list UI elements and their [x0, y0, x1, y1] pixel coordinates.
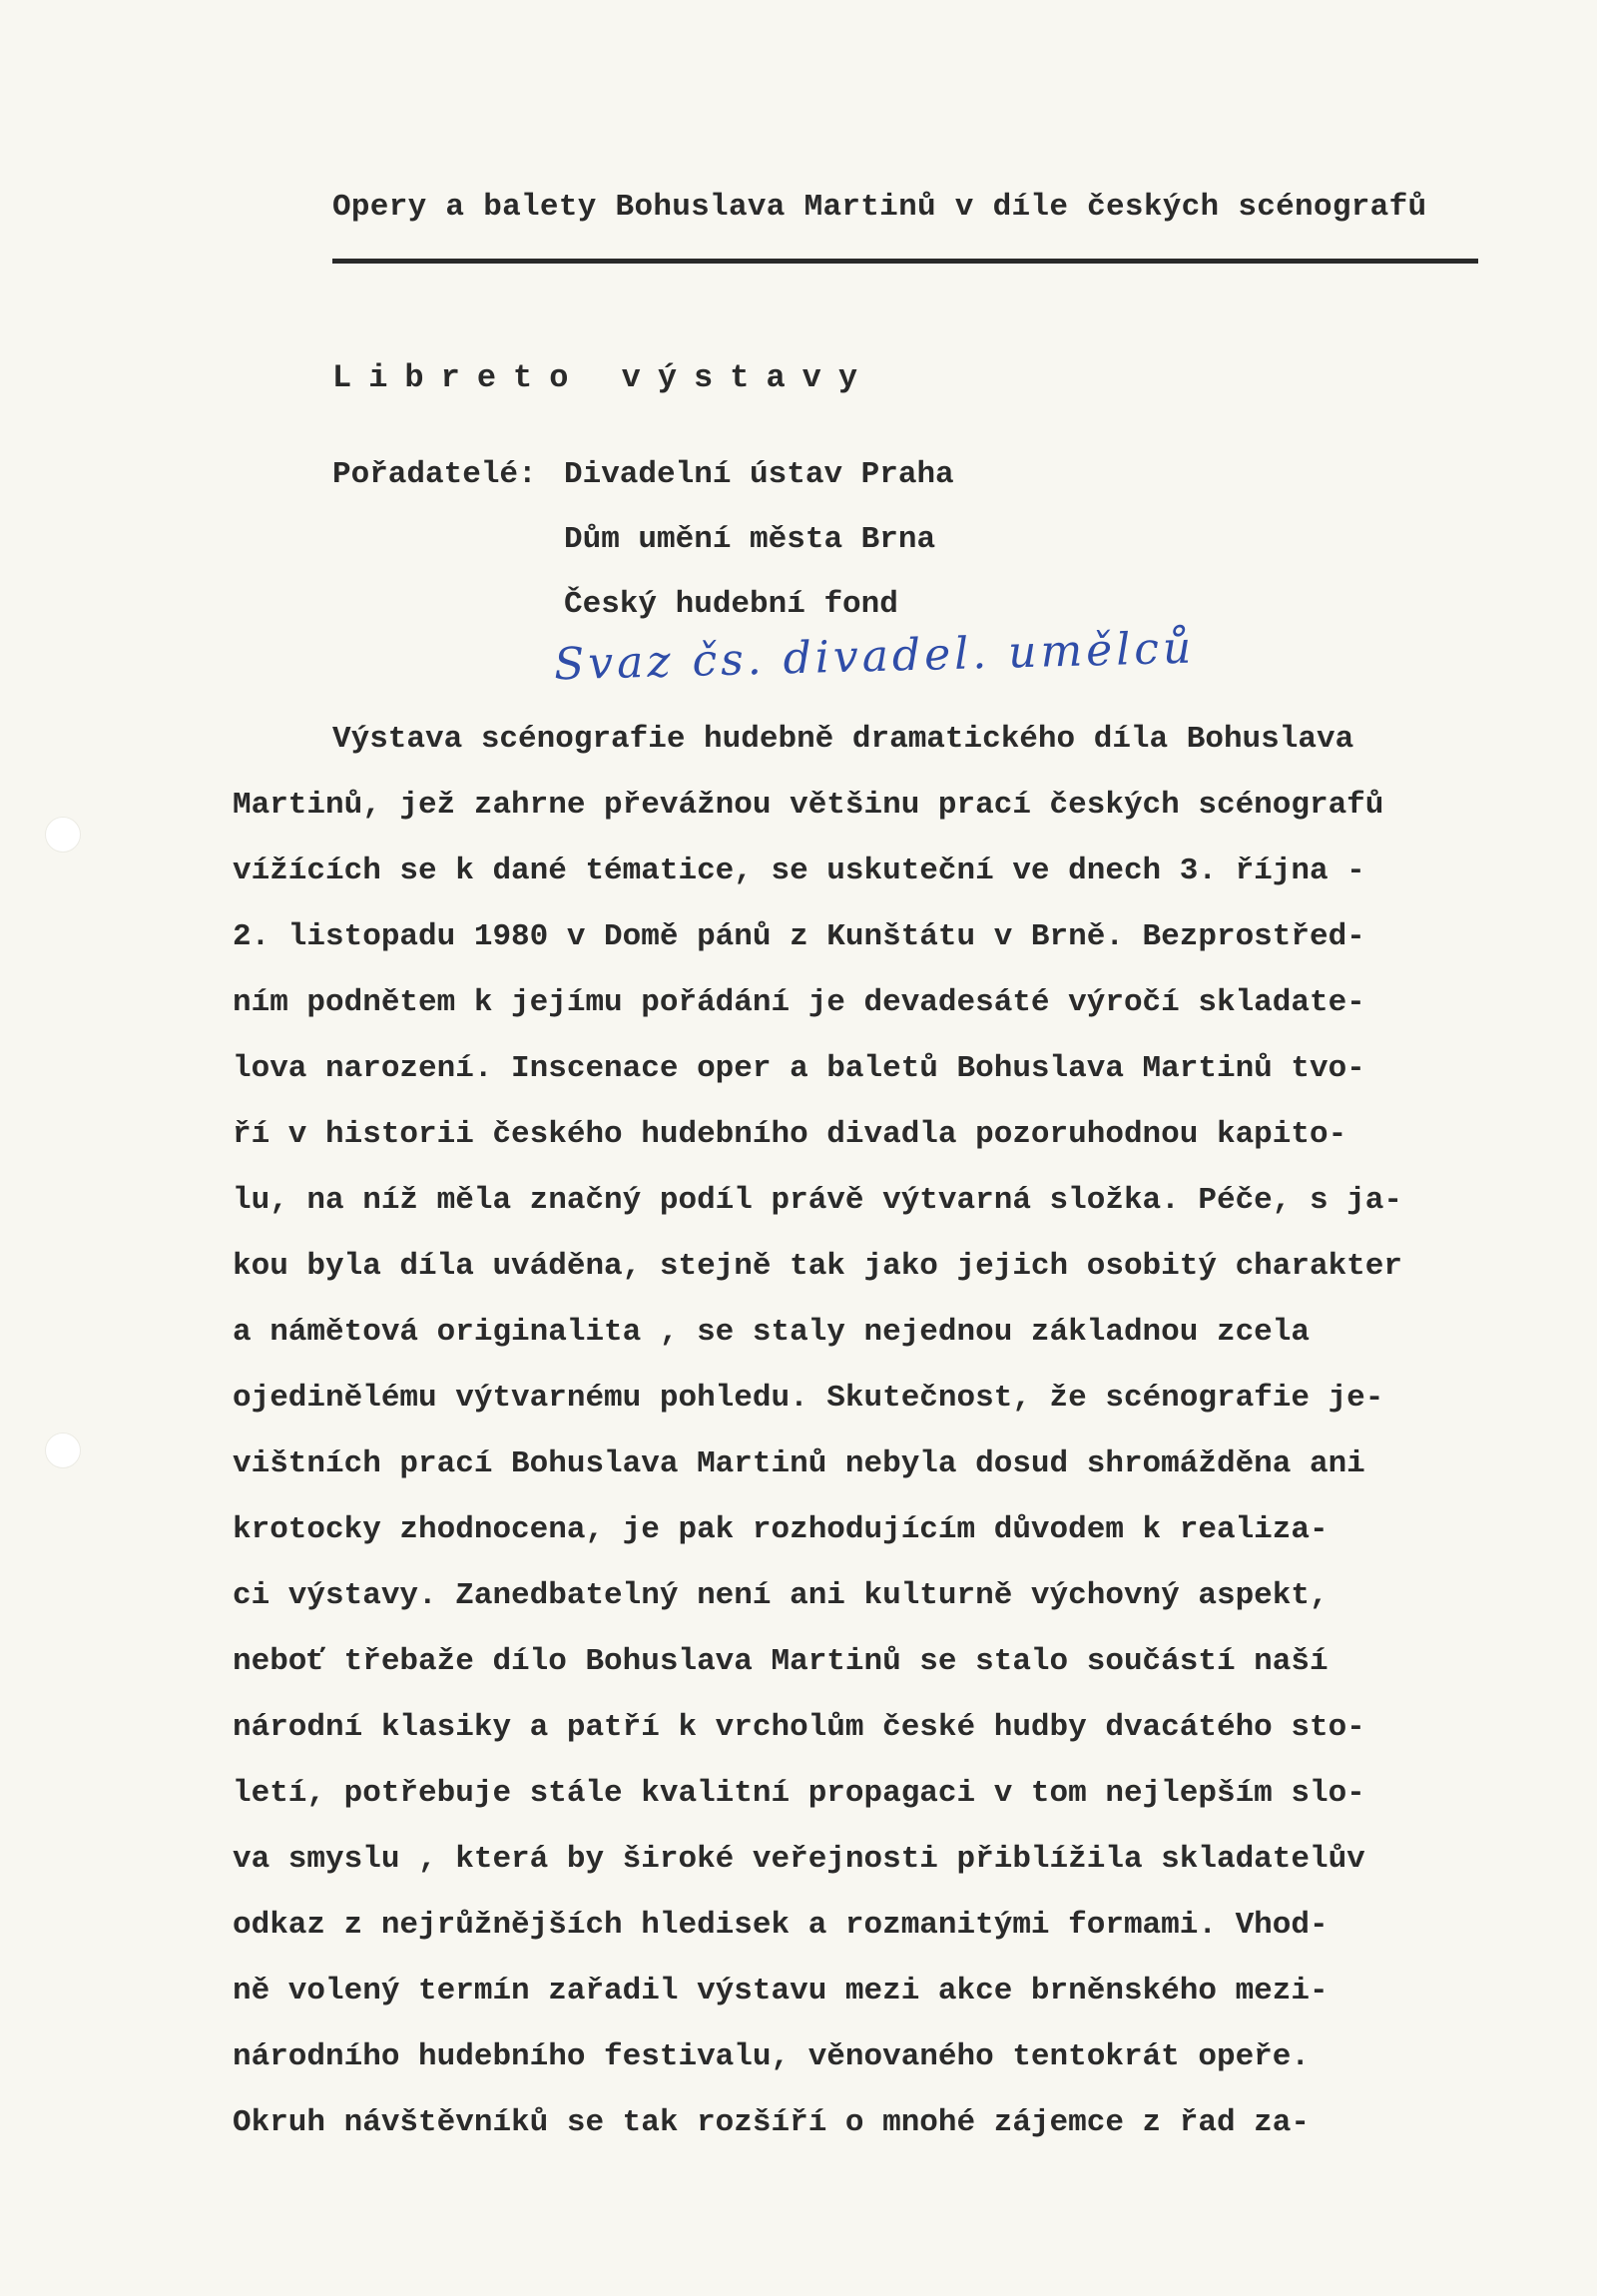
body-line: vištních prací Bohuslava Martinů nebyla dosud shromážděna ani — [233, 1446, 1365, 1481]
document-header: Opery a balety Bohuslava Martinů v díle českých scénografů — [332, 190, 1427, 225]
body-line: a námětová originalita , se staly nejednou základnou zcela — [233, 1315, 1310, 1350]
body-line: národního hudebního festivalu, věnovaného tentokrát opeře. — [233, 2039, 1310, 2074]
body-line: lu, na níž měla značný podíl právě výtvarná složka. Péče, s ja- — [233, 1183, 1402, 1218]
organizer-item: Český hudební fond — [564, 587, 898, 622]
body-line: va smyslu , která by široké veřejnosti přiblížila skladatelův — [233, 1842, 1365, 1877]
body-line: ří v historii českého hudebního divadla pozoruhodnou kapito- — [233, 1117, 1347, 1152]
organizers-label: Pořadatelé: — [332, 457, 537, 492]
punch-hole — [45, 1433, 81, 1468]
organizer-item: Dům umění města Brna — [564, 522, 936, 557]
body-line: ním podnětem k jejímu pořádání je devadesáté výročí skladate- — [233, 985, 1365, 1020]
body-line: lova narození. Inscenace oper a baletů Bohuslava Martinů tvo- — [233, 1051, 1365, 1086]
body-line: odkaz z nejrůžnějších hledisek a rozmanitými formami. Vhod- — [233, 1908, 1329, 1943]
handwritten-note: Svaz čs. divadel. umělců — [553, 622, 1196, 691]
body-line: ně volený termín zařadil výstavu mezi akce brněnského mezi- — [233, 1974, 1329, 2009]
body-line: kou byla díla uváděna, stejně tak jako jejich osobitý charakter — [233, 1249, 1402, 1284]
body-line: 2. listopadu 1980 v Domě pánů z Kunštátu v Brně. Bezprostřed- — [233, 919, 1365, 954]
body-line: ci výstavy. Zanedbatelný není ani kulturně výchovný aspekt, — [233, 1578, 1329, 1613]
body-line: ojedinělému výtvarnému pohledu. Skutečnost, že scénografie je- — [233, 1381, 1384, 1416]
body-line: Martinů, jež zahrne převážnou většinu prací českých scénografů — [233, 788, 1384, 823]
organizer-item: Divadelní ústav Praha — [564, 457, 954, 492]
document-subtitle: Libreto výstavy — [332, 359, 875, 396]
body-line: Okruh návštěvníků se tak rozšíří o mnohé zájemce z řad za- — [233, 2105, 1310, 2140]
body-line: krotocky zhodnocena, je pak rozhodujícím důvodem k realiza- — [233, 1512, 1329, 1547]
body-line: vížících se k dané tématice, se uskuteční ve dnech 3. října - — [233, 854, 1365, 888]
body-line: národní klasiky a patří k vrcholům české hudby dvacátého sto- — [233, 1710, 1365, 1745]
body-line: Výstava scénografie hudebně dramatického díla Bohuslava — [332, 722, 1354, 757]
punch-hole — [45, 817, 81, 853]
body-line: neboť třebaže dílo Bohuslava Martinů se stalo součástí naší — [233, 1644, 1329, 1679]
header-rule — [332, 259, 1478, 264]
body-line: letí, potřebuje stále kvalitní propagaci v tom nejlepším slo- — [233, 1776, 1365, 1811]
